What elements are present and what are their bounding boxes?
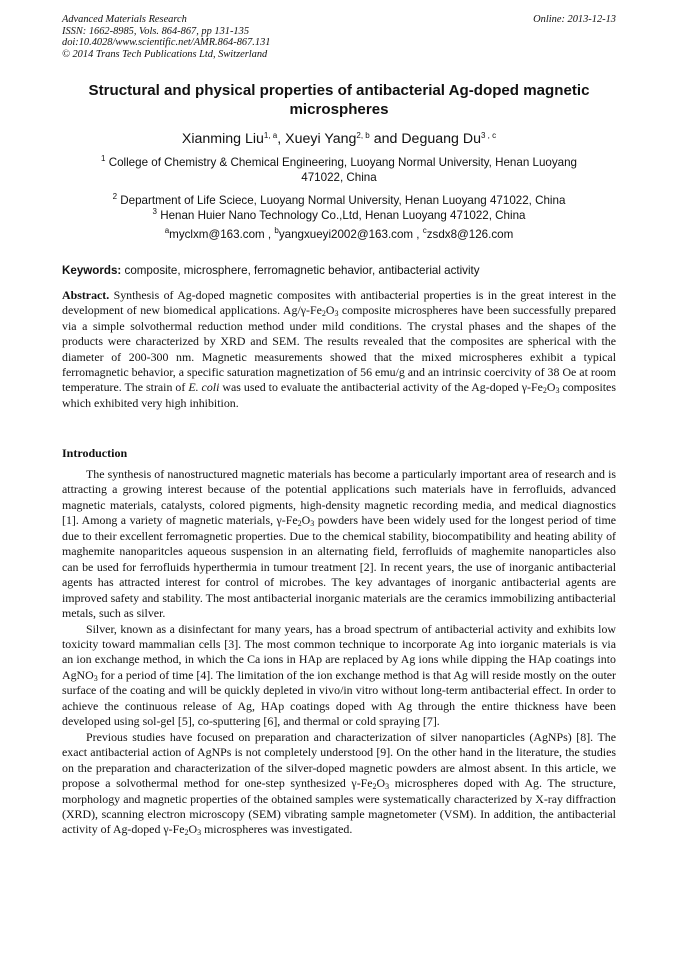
paragraph-text: Previous studies have focused on preparation and characterization of silver nanoparticles (AgNPs) [8]. The exact antibacterial action of AgNPs is not completely understood [9]. On the other hand in the literature, the studies on the preparation and characterization of the silver-doped magnetic powders are almost absent. In this article, we propose a solvothermal method for one-step synthesized γ-Fe	[62, 729, 616, 791]
author-separator: and	[369, 131, 402, 147]
subscript: 2	[321, 309, 326, 319]
keywords-text: composite, microsphere, ferromagnetic behavior, antibacterial activity	[124, 264, 480, 277]
affiliation-text: Henan Huier Nano Technology Co.,Ltd, Henan Luoyang 471022, China	[160, 208, 526, 222]
title-line-2: microspheres	[289, 101, 389, 118]
author-name: Xianming Liu	[181, 131, 264, 147]
subscript: 2	[372, 782, 377, 792]
doi-line: doi:10.4028/www.scientific.net/AMR.864-867.131	[62, 37, 271, 49]
author-emails: $^a$myclxm@163.com , $^b$yangxueyi2002@163.com , $^c$zsdx8@126.com	[164, 226, 514, 241]
author-list	[62, 130, 616, 148]
introduction-body	[62, 467, 616, 838]
section-heading-introduction: Introduction	[62, 446, 128, 460]
abstract-text: composite microspheres have been successfully prepared via a simple solvothermal reduction method under mild conditions. The crystal phases and the shapes of the products were characterized by XRD and SEM. The results revealed that the composites are spherical with the diameter of 200-300 nm. Magnetic measurements showed that the mixed microspheres exhibit a typical ferromagnetic behavior, a specific saturation magnetization of 56 emu/g and an intrinsic coercivity of 38 Oe at room temperature. The strain of	[62, 303, 616, 395]
keywords-label: Keywords:	[62, 264, 122, 277]
abstract	[62, 288, 616, 411]
author-name: Xueyi Yang	[285, 131, 357, 147]
abstract-text: composites which exhibited very high inhibition.	[62, 380, 616, 410]
subscript: 3	[334, 309, 339, 319]
abstract-text: O	[325, 303, 335, 318]
paragraph-text: microspheres was investigated.	[204, 822, 353, 837]
email-link[interactable]: zsdx8@126.com	[426, 228, 514, 241]
paragraph-text: O	[188, 822, 198, 837]
subscript: 3	[555, 386, 560, 396]
subscript: 2	[184, 828, 189, 838]
affiliation-text: College of Chemistry & Chemical Engineering, Luoyang Normal University, Henan Luoyang	[108, 156, 577, 169]
affiliation-1	[62, 156, 616, 186]
affiliation-mark: 1	[101, 154, 106, 163]
abstract-text: O	[546, 380, 556, 395]
paragraph-text: Silver, known as a disinfectant for many years, has a broad spectrum of antibacterial activity and exhibits low toxicity toward mammalian cells [3]. The most common technique to incorporate Ag into iorganic materials is via an ion exchange method, in which the Ca ions in HAp are replaced by Ag ions while dipping the HAp coatings into AgNO	[62, 621, 616, 682]
paragraph-text: The synthesis of nanostructured magnetic materials has become a particularly important area of research and is attracting a growing interest because of the potential applications such materials have in ferrofluids, advanced magnetic materials, catalysts, colored pigments, high-density magnetic recording media, and medical diagnostics [1]. Among a variety of magnetic materials, γ-Fe	[62, 467, 616, 528]
subscript: 3	[310, 519, 315, 529]
affiliation-text: Department of Life Sciece, Luoyang Normal University, Henan Luoyang 471022, China	[120, 194, 566, 207]
subscript: 2	[542, 386, 547, 396]
subscript: 3	[385, 782, 390, 792]
abstract-text: was used to evaluate the antibacterial activity of the Ag-doped γ-Fe	[222, 380, 543, 395]
journal-header	[62, 14, 616, 60]
paragraph	[62, 730, 616, 838]
affiliation-mark: 3	[152, 206, 157, 216]
subscript: 3	[93, 673, 98, 683]
email-mark: a	[164, 226, 170, 235]
email-mark: c	[422, 226, 427, 235]
email-link[interactable]: yangxueyi2002@163.com	[278, 228, 414, 241]
species-name: E. coli	[188, 380, 220, 395]
affiliation-2-3	[62, 194, 616, 224]
abstract-label: Abstract.	[62, 288, 110, 302]
paragraph	[62, 622, 616, 730]
copyright-line: © 2014 Trans Tech Publications Ltd, Switzerland	[62, 48, 268, 60]
abstract-text: Synthesis of Ag-doped magnetic composites with antibacterial properties is in the great interest in the development of new biomedical applications. Ag/γ-Fe	[62, 288, 616, 318]
issn-line: ISSN: 1662-8985, Vols. 864-867, pp 131-135	[62, 25, 250, 37]
paragraph-text: O	[376, 776, 386, 791]
email-link[interactable]: myclxm@163.com	[169, 228, 265, 241]
affiliation-text: 471022, China	[301, 170, 377, 184]
paper-title	[62, 81, 616, 119]
paragraph-text: microspheres doped with Ag. The structure, morphology and magnetic properties of the obtained samples were systematically characterized by X-ray diffraction (XRD), scanning electron microscopy (SEM) vibrating sample magnetometer (VSM). In addition, the antibacterial activity of Ag-doped γ-Fe	[62, 776, 616, 837]
paragraph-text: powders have been widely used for the longest period of time due to their excellent ferromagnetic properties. Due to the chemical stability, biocompatibility and heating ability of maghemite nanoparitcles aqueous suspension in an alternating field, ferrofluids of maghemite nanoparticles also can be used for ferrofluids hyperthermia in tumour treatment [2]. In recent years, the use of inorganic antibacterial agents has attracted interest for control of microbes. The key advantages of inorganic antibacterial agents are improved safety and stability. The most antibacterial inorganic materials are the ceramics immobilizing antibacterial metals, such as silver.	[62, 513, 616, 621]
author-name: Deguang Du	[401, 131, 481, 147]
subscript: 3	[197, 828, 202, 838]
title-line-1: Structural and physical properties of antibacterial Ag-doped magnetic	[88, 82, 590, 99]
author-affiliation-mark: 1, a	[263, 131, 278, 140]
online-date: Online: 2013-12-13	[533, 14, 616, 25]
paragraph-text: O	[301, 513, 311, 528]
email-mark: b	[274, 226, 279, 235]
subscript: 2	[297, 519, 302, 529]
author-separator: ,	[277, 131, 286, 147]
paragraph-text: for a period of time [4]. The limitation of the ion exchange method is that Ag will reside mostly on the outer surface of the coating and will be quickly depleted in vivo/in vitro without long-term antibacterial effect. In order to achieve the continuous release of Ag, HAp coatings doped with Ag through the entire thickness have been developed using sol-gel [5], co-sputtering [6], and thermal or cold spraying [7].	[62, 667, 616, 729]
author-affiliation-mark: 2, b	[356, 131, 370, 140]
affiliation-mark: 2	[112, 192, 118, 201]
keywords	[62, 264, 616, 278]
author-affiliation-mark: 3 , c	[480, 131, 497, 140]
journal-name: Advanced Materials Research	[62, 14, 187, 25]
paragraph	[62, 467, 616, 622]
